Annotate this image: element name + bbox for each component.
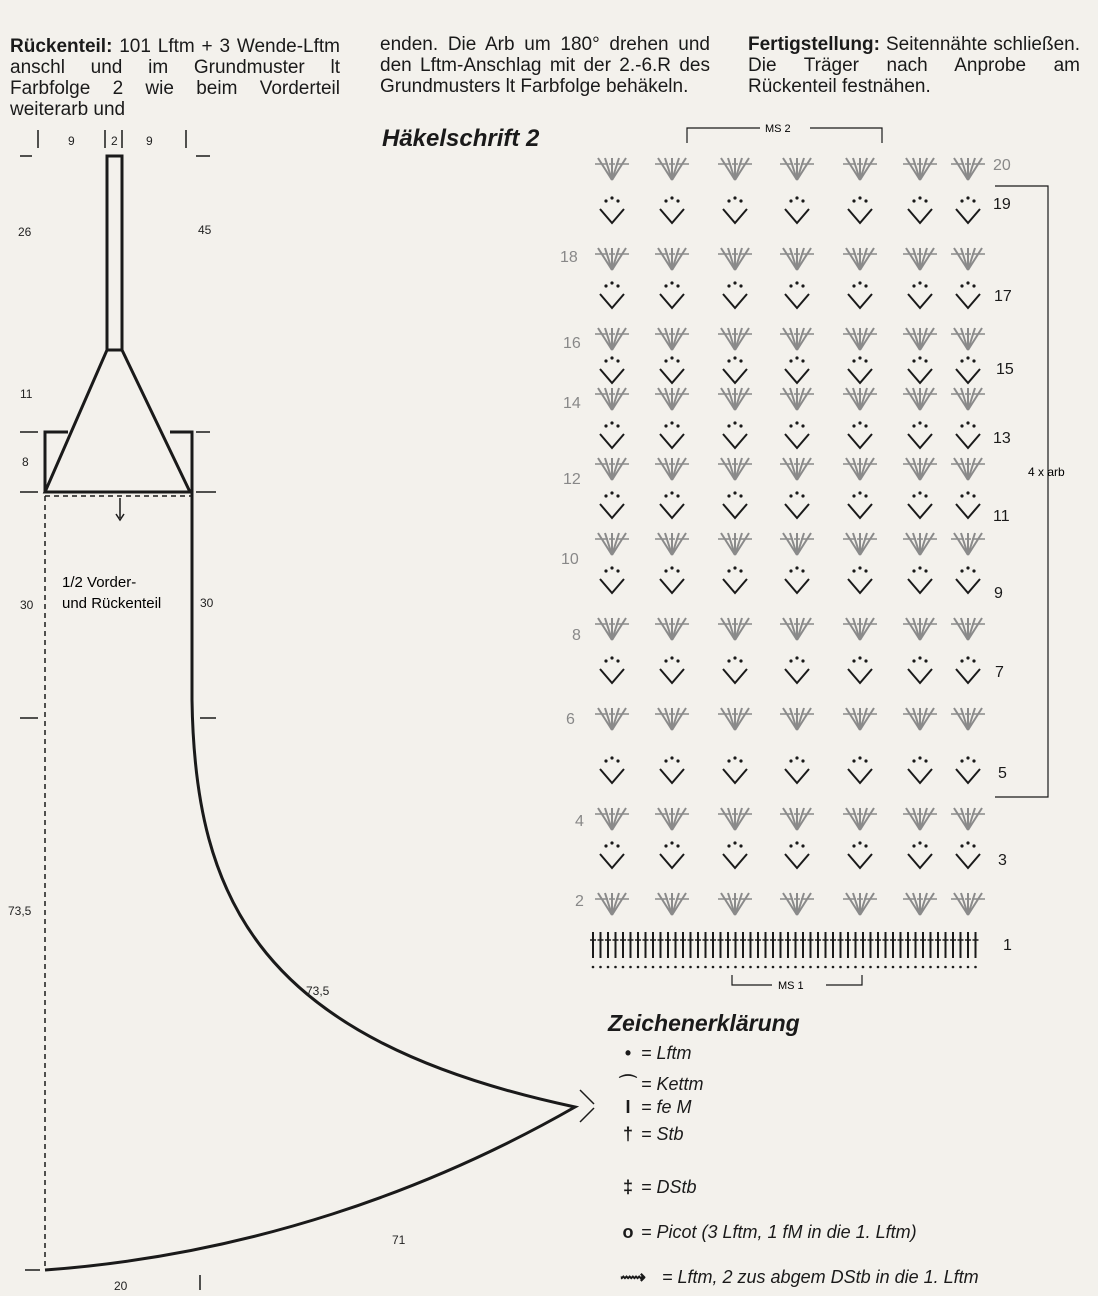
chart-motif <box>780 458 814 480</box>
chart-motif <box>785 196 809 223</box>
legend-text-picot: = Picot (3 Lftm, 1 fM in die 1. Lftm) <box>641 1222 917 1242</box>
chart-motif <box>600 841 624 868</box>
foundation-stitch <box>650 932 656 968</box>
foundation-stitch <box>793 932 799 968</box>
row-num-4: 4 <box>575 813 584 830</box>
text-rueckenteil: 101 Lftm + 3 Wende-Lftm anschl und im Grundmuster lt Farbfolge 2 wie beim Vorderteil weiterarb und <box>10 36 340 120</box>
chart-motif <box>843 708 877 730</box>
foundation-stitch <box>695 932 701 968</box>
foundation-stitch <box>905 932 911 968</box>
chart-motif <box>843 158 877 180</box>
legend-item-picot <box>615 1222 917 1243</box>
foundation-stitch <box>733 932 739 968</box>
chart-motif <box>600 356 624 383</box>
foundation-stitch <box>770 932 776 968</box>
chart-motif <box>903 533 937 555</box>
row-num-11: 11 <box>993 508 1010 525</box>
legend-text-stb: = Stb <box>641 1124 684 1144</box>
chart-motif <box>655 618 689 640</box>
chart-motif <box>908 566 932 593</box>
chart-motif <box>903 388 937 410</box>
legend-item-fem <box>615 1097 692 1118</box>
chart-motif <box>848 281 872 308</box>
chart-motif <box>780 893 814 915</box>
dim-71: 71 <box>392 1233 406 1247</box>
chart-motif <box>780 533 814 555</box>
chart-motif <box>956 566 980 593</box>
foundation-stitch <box>920 932 926 968</box>
chart-motif <box>956 356 980 383</box>
foundation-stitch <box>943 932 949 968</box>
chart-motif <box>595 533 629 555</box>
chart-motif <box>785 491 809 518</box>
schematic-dimensions <box>8 134 406 1293</box>
chart-motif <box>660 421 684 448</box>
foundation-stitch <box>628 932 634 968</box>
chart-motif <box>843 458 877 480</box>
foundation-stitch <box>890 932 896 968</box>
schematic <box>45 156 575 1270</box>
dim-30-left: 30 <box>20 598 34 612</box>
chart-motif <box>780 328 814 350</box>
chart-motif <box>718 388 752 410</box>
foundation-stitch <box>875 932 881 968</box>
foundation-stitch <box>883 932 889 968</box>
chart-motif <box>718 708 752 730</box>
heading-rueckenteil: Rückenteil: <box>10 36 113 57</box>
chart-motif <box>951 458 985 480</box>
chart-motif <box>956 491 980 518</box>
chart-motif <box>595 893 629 915</box>
chart-motif <box>780 248 814 270</box>
chart-motif <box>848 756 872 783</box>
foundation-stitch <box>838 932 844 968</box>
chart-motif <box>655 708 689 730</box>
foundation-stitch <box>913 932 919 968</box>
row-num-2: 2 <box>575 893 584 910</box>
dim-11: 11 <box>20 387 33 401</box>
dim-2: 2 <box>111 134 118 148</box>
chart-motif <box>843 248 877 270</box>
chart-motif <box>595 708 629 730</box>
chart-motif <box>848 356 872 383</box>
chart-motif <box>956 196 980 223</box>
chart-motif <box>718 248 752 270</box>
row-num-17: 17 <box>994 288 1012 305</box>
foundation-stitch <box>965 932 971 968</box>
chart-motif <box>848 491 872 518</box>
foundation-stitch <box>868 932 874 968</box>
legend-item-cluster <box>604 1267 979 1288</box>
chain-stitch-icon: • <box>624 1043 632 1063</box>
chart-motif <box>718 808 752 830</box>
chart-motif <box>780 808 814 830</box>
chart-motif <box>951 248 985 270</box>
foundation-stitch <box>590 932 596 968</box>
chart-motif <box>951 533 985 555</box>
row-num-18: 18 <box>560 249 578 266</box>
chart-motif <box>785 756 809 783</box>
schematic-label-line2: und Rückenteil <box>62 595 162 612</box>
dim-8: 8 <box>22 455 29 469</box>
chart-motif <box>956 841 980 868</box>
chart-motif <box>903 708 937 730</box>
chart-motif <box>843 893 877 915</box>
foundation-stitch <box>830 932 836 968</box>
dim-9-left: 9 <box>68 134 75 148</box>
foundation-stitch <box>928 932 934 968</box>
chart-motif <box>595 458 629 480</box>
picot-icon: o <box>622 1222 634 1242</box>
foundation-stitch <box>973 932 979 968</box>
double-crochet-icon: † <box>622 1124 633 1144</box>
chart-motif <box>600 491 624 518</box>
row-num-16: 16 <box>563 335 581 352</box>
row-num-10: 10 <box>561 551 579 568</box>
text-fertigstellung: Seitennähte schließen. Die Träger nach Anprobe am Rückenteil festnähen. <box>748 34 1080 97</box>
chart-motif <box>600 566 624 593</box>
chart-motif <box>908 491 932 518</box>
chart-motif <box>723 491 747 518</box>
chart-motif <box>600 756 624 783</box>
dim-73-5-left: 73,5 <box>8 904 32 918</box>
chart-motif <box>843 533 877 555</box>
chart-motif <box>908 196 932 223</box>
foundation-stitch <box>853 932 859 968</box>
text-column-middle: enden. Die Arb um 180° drehen und den Lftm-Anschlag mit der 2.-6.R des Grundmusters lt Farbfolge behäkeln. <box>380 34 710 97</box>
chart-motif <box>595 388 629 410</box>
chart-motif <box>843 388 877 410</box>
chart-motif <box>780 618 814 640</box>
chart-motif <box>723 566 747 593</box>
legend-item-stb <box>615 1124 684 1145</box>
foundation-row <box>590 932 979 968</box>
dim-30-right: 30 <box>200 596 214 610</box>
row-num-20: 20 <box>993 157 1011 174</box>
foundation-stitch <box>740 932 746 968</box>
row-num-1: 1 <box>1003 937 1012 954</box>
chart-motif <box>843 618 877 640</box>
chart-motif <box>655 808 689 830</box>
row-num-19: 19 <box>993 196 1011 213</box>
legend-text-kettm: = Kettm <box>641 1074 704 1094</box>
chart-motif <box>848 656 872 683</box>
chart-motif <box>718 533 752 555</box>
chart-motif <box>956 281 980 308</box>
row-num-8: 8 <box>572 627 581 644</box>
chart-motif <box>655 328 689 350</box>
chart-motif <box>956 656 980 683</box>
chart-motif <box>903 618 937 640</box>
chart-motif <box>785 656 809 683</box>
crochet-chart <box>560 123 1065 992</box>
chart-motif <box>595 618 629 640</box>
chart-motif <box>951 708 985 730</box>
chart-motif <box>595 248 629 270</box>
ms1-label: MS 1 <box>778 980 804 992</box>
chart-motif <box>595 328 629 350</box>
chart-rows <box>595 158 985 915</box>
chart-motif <box>951 328 985 350</box>
chart-motif <box>908 841 932 868</box>
foundation-stitch <box>605 932 611 968</box>
foundation-stitch <box>898 932 904 968</box>
chart-motif <box>660 841 684 868</box>
chart-motif <box>848 841 872 868</box>
chart-motif <box>903 328 937 350</box>
foundation-stitch <box>665 932 671 968</box>
chart-motif <box>843 808 877 830</box>
chart-motif <box>723 281 747 308</box>
dim-26: 26 <box>18 225 32 239</box>
strap-shape <box>107 156 122 350</box>
chart-motif <box>723 196 747 223</box>
chart-motif <box>903 158 937 180</box>
foundation-stitch <box>620 932 626 968</box>
chart-motif <box>660 356 684 383</box>
chart-motif <box>723 841 747 868</box>
chart-motif <box>600 656 624 683</box>
row-num-15: 15 <box>996 361 1014 378</box>
cluster-stitch-icon: ⟿ <box>620 1267 646 1287</box>
slip-stitch-icon: ⌒ <box>619 1074 637 1094</box>
chart-motif <box>780 708 814 730</box>
triangle-shape <box>45 350 190 492</box>
foundation-stitch <box>950 932 956 968</box>
chart-motif <box>903 458 937 480</box>
foundation-stitch <box>688 932 694 968</box>
chart-motif <box>956 421 980 448</box>
row-num-3: 3 <box>998 852 1007 869</box>
chart-motif <box>655 458 689 480</box>
chart-motif <box>908 281 932 308</box>
chart-motif <box>908 656 932 683</box>
legend-text-cluster: = Lftm, 2 zus abgem DStb in die 1. Lftm <box>662 1267 979 1287</box>
chart-motif <box>723 656 747 683</box>
row-num-9: 9 <box>994 585 1003 602</box>
legend-text-dstb: = DStb <box>641 1177 697 1197</box>
chart-motif <box>660 491 684 518</box>
chart-motif <box>951 618 985 640</box>
chart-motif <box>848 196 872 223</box>
chart-motif <box>595 158 629 180</box>
dim-20: 20 <box>114 1279 128 1293</box>
foundation-stitch <box>748 932 754 968</box>
foundation-stitch <box>808 932 814 968</box>
dim-73-5-curve: 73,5 <box>306 984 330 998</box>
chart-motif <box>908 756 932 783</box>
foundation-stitch <box>935 932 941 968</box>
foundation-stitch <box>613 932 619 968</box>
row-num-14: 14 <box>563 395 581 412</box>
chart-motif <box>843 328 877 350</box>
chart-motif <box>785 841 809 868</box>
chart-motif <box>718 893 752 915</box>
dim-45: 45 <box>198 223 212 237</box>
chart-motif <box>718 618 752 640</box>
ms2-label: MS 2 <box>765 123 791 135</box>
chart-motif <box>600 196 624 223</box>
foundation-stitch <box>598 932 604 968</box>
chart-motif <box>848 566 872 593</box>
chart-motif <box>723 756 747 783</box>
chart-motif <box>951 388 985 410</box>
dim-9-right: 9 <box>146 134 153 148</box>
foundation-stitch <box>845 932 851 968</box>
chart-motif <box>951 808 985 830</box>
chart-motif <box>785 421 809 448</box>
chart-motif <box>785 566 809 593</box>
chart-motif <box>655 893 689 915</box>
chart-motif <box>600 281 624 308</box>
foundation-stitch <box>658 932 664 968</box>
row-num-5: 5 <box>998 765 1007 782</box>
chart-motif <box>780 158 814 180</box>
chart-motif <box>660 756 684 783</box>
chart-motif <box>718 158 752 180</box>
chart-motif <box>848 421 872 448</box>
chart-motif <box>660 196 684 223</box>
foundation-stitch <box>958 932 964 968</box>
foundation-stitch <box>710 932 716 968</box>
chart-motif <box>660 281 684 308</box>
legend-item-kettm <box>615 1070 704 1096</box>
chart-motif <box>655 158 689 180</box>
foundation-stitch <box>635 932 641 968</box>
foundation-stitch <box>785 932 791 968</box>
chart-motif <box>723 356 747 383</box>
legend-item-dstb <box>615 1177 697 1198</box>
foundation-stitch <box>860 932 866 968</box>
chart-motif <box>785 281 809 308</box>
single-crochet-icon: I <box>625 1097 631 1117</box>
foundation-stitch <box>815 932 821 968</box>
foundation-stitch <box>755 932 761 968</box>
chart-motif <box>903 808 937 830</box>
heading-fertigstellung: Fertigstellung: <box>748 34 880 55</box>
chart-title: Häkelschrift 2 <box>382 125 540 152</box>
foundation-stitch <box>673 932 679 968</box>
schematic-label-line1: 1/2 Vorder- <box>62 574 137 591</box>
chart-motif <box>660 566 684 593</box>
row-num-12: 12 <box>563 471 581 488</box>
row-num-13: 13 <box>993 430 1011 447</box>
foundation-stitch <box>778 932 784 968</box>
foundation-stitch <box>763 932 769 968</box>
chart-motif <box>600 421 624 448</box>
chart-motif <box>595 808 629 830</box>
chart-motif <box>655 533 689 555</box>
foundation-stitch <box>718 932 724 968</box>
chart-motif <box>655 388 689 410</box>
foundation-stitch <box>800 932 806 968</box>
chart-motif <box>723 421 747 448</box>
chart-motif <box>951 893 985 915</box>
row-num-6: 6 <box>566 711 575 728</box>
chart-motif <box>956 756 980 783</box>
chart-motif <box>908 356 932 383</box>
foundation-stitch <box>725 932 731 968</box>
foundation-stitch <box>823 932 829 968</box>
chart-motif <box>718 458 752 480</box>
legend-text-fem: = fe M <box>641 1097 692 1117</box>
chart-motif <box>660 656 684 683</box>
chart-motif <box>908 421 932 448</box>
chart-motif <box>785 356 809 383</box>
chart-motif <box>718 328 752 350</box>
foundation-stitch <box>680 932 686 968</box>
chart-motif <box>903 893 937 915</box>
legend-title: Zeichenerklärung <box>608 1010 800 1036</box>
treble-crochet-icon: ‡ <box>622 1177 633 1197</box>
legend-item-lftm <box>615 1043 692 1064</box>
chart-motif <box>780 388 814 410</box>
repeat-label: 4 x arb <box>1028 465 1065 479</box>
foundation-stitch <box>703 932 709 968</box>
chart-motif <box>951 158 985 180</box>
chart-motif <box>903 248 937 270</box>
legend-text-lftm: = Lftm <box>641 1043 692 1063</box>
chart-motif <box>655 248 689 270</box>
foundation-stitch <box>643 932 649 968</box>
row-num-7: 7 <box>995 664 1004 681</box>
